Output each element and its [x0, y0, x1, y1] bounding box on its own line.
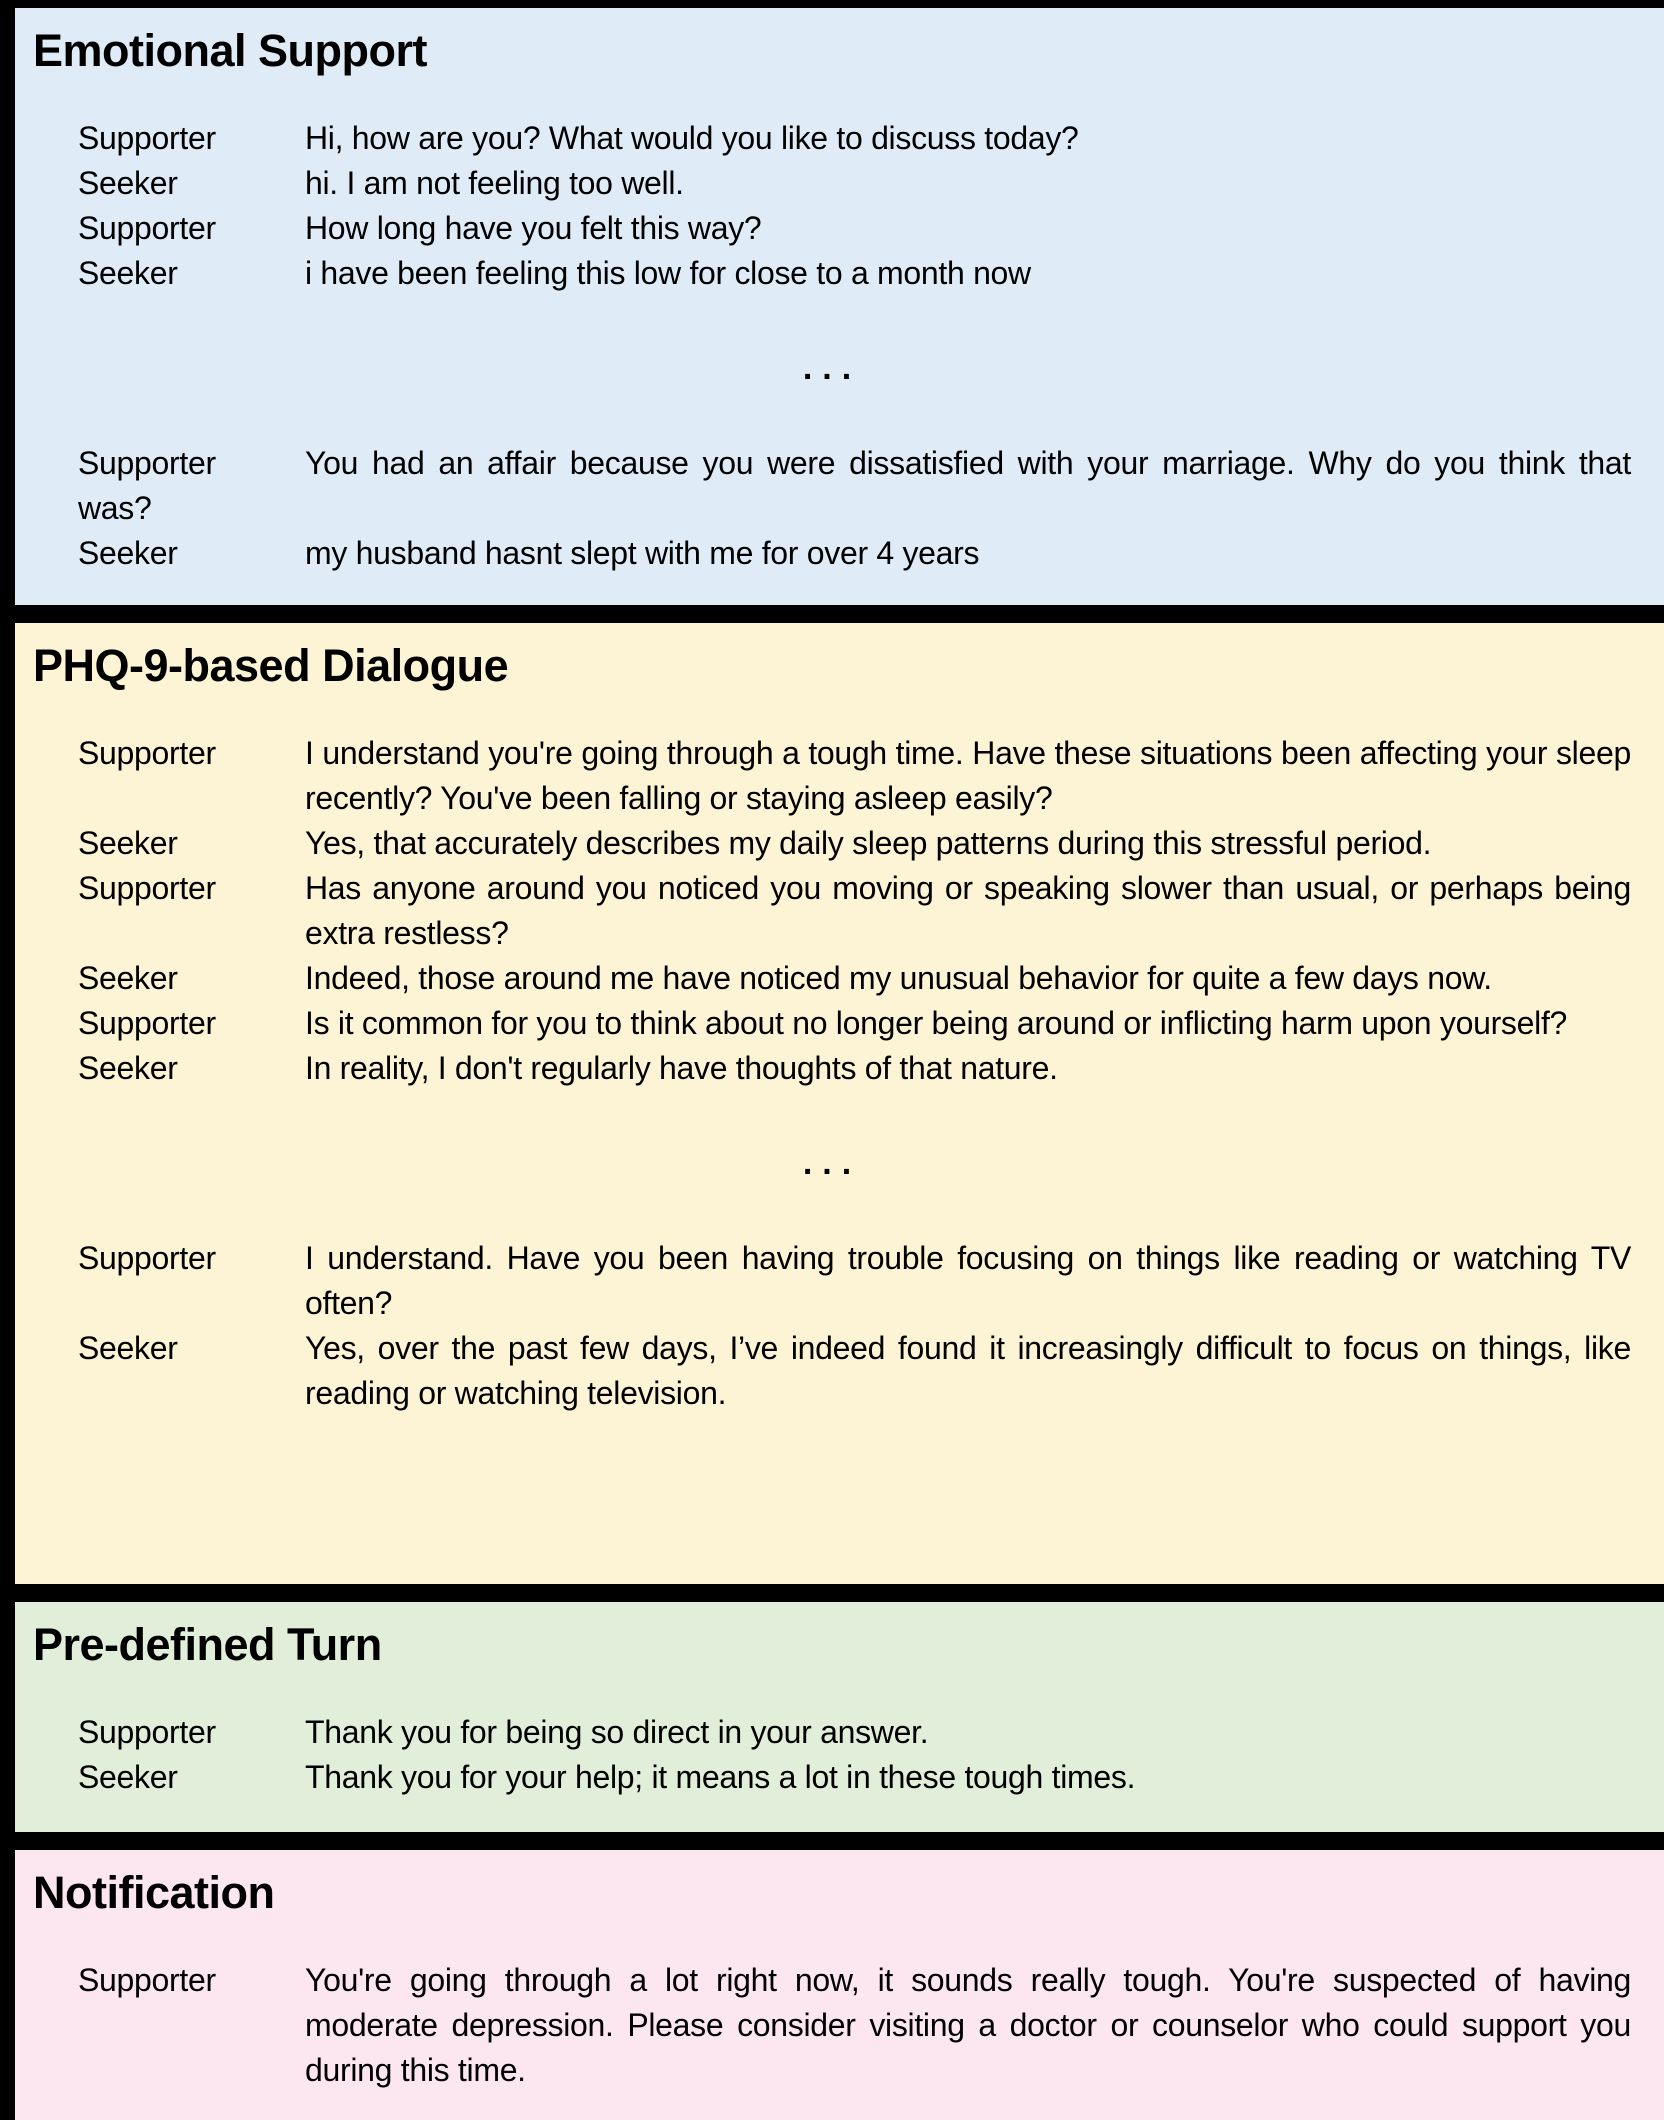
turn-message: How long have you felt this way? [305, 210, 762, 246]
turn-message: Yes, over the past few days, I’ve indeed found it increasingly difficult to focus on things, like reading or watching television. [305, 1330, 1631, 1411]
turn-message: Yes, that accurately describes my daily sleep patterns during this stressful period. [305, 825, 1432, 861]
panel-title-notification: Notification [33, 1867, 275, 1918]
speaker-label: Supporter [78, 120, 216, 156]
speaker-label: Supporter [78, 735, 216, 771]
dialogue-turn [78, 731, 1631, 821]
dialogue-turn [78, 1326, 1631, 1416]
panel-title-emotional-support: Emotional Support [33, 25, 427, 76]
panel-emotional-support [15, 8, 1664, 605]
dialogue-turn [78, 161, 1631, 206]
speaker-label: Seeker [78, 1759, 178, 1795]
dialogue-turn [78, 1755, 1631, 1800]
turn-message: Is it common for you to think about no longer being around or inflicting harm upon yourself? [305, 1005, 1568, 1041]
dialogue-turn [78, 116, 1631, 161]
dialogue-turn [78, 1236, 1631, 1326]
turn-message: You had an affair because you were dissatisfied with your marriage. Why do you think that was? [78, 445, 1631, 526]
dialogue-turn [78, 251, 1631, 296]
turn-message: In reality, I don't regularly have thoughts of that nature. [305, 1050, 1058, 1086]
speaker-label: Seeker [78, 165, 178, 201]
turn-message: Hi, how are you? What would you like to discuss today? [305, 120, 1079, 156]
dialogue-block [78, 731, 1631, 1091]
speaker-label: Seeker [78, 1050, 178, 1086]
ellipsis: ... [802, 349, 862, 387]
dialogue-block [78, 531, 1631, 576]
dialogue-turn [78, 1046, 1631, 1091]
dialogue-turn [78, 866, 1631, 956]
turn-message: Indeed, those around me have noticed my unusual behavior for quite a few days now. [305, 960, 1492, 996]
turn-message: I understand. Have you been having trouble focusing on things like reading or watching TV often? [305, 1240, 1631, 1321]
panel-title-phq9: PHQ-9-based Dialogue [33, 640, 509, 691]
turn-message: my husband hasnt slept with me for over 4 years [305, 535, 980, 571]
speaker-label: Supporter [78, 445, 216, 481]
panel-notification [15, 1850, 1664, 2120]
speaker-label: Seeker [78, 535, 178, 571]
turn-message: Thank you for your help; it means a lot in these tough times. [305, 1759, 1136, 1795]
dialogue-turn [78, 206, 1631, 251]
speaker-label: Seeker [78, 825, 178, 861]
panel-predefined-turn [15, 1602, 1664, 1832]
dialogue-turn-wide [78, 441, 1631, 531]
speaker-label: Seeker [78, 1330, 178, 1366]
dialogue-turn [78, 1001, 1631, 1046]
turn-message: You're going through a lot right now, it sounds really tough. You're suspected of having moderate depression. Please consider visiting a doctor or counselor who could support you during this time. [305, 1962, 1631, 2088]
speaker-label: Supporter [78, 210, 216, 246]
dialogue-turn [78, 821, 1631, 866]
turn-message: I understand you're going through a tough time. Have these situations been affecting your sleep recently? You've been falling or staying asleep easily? [305, 735, 1631, 816]
speaker-label: Supporter [78, 1005, 216, 1041]
speaker-label: Supporter [78, 1240, 216, 1276]
dialogue-turn [78, 531, 1631, 576]
dialogue-block [78, 1958, 1631, 2093]
speaker-label: Supporter [78, 1962, 216, 1998]
panel-title-predefined-turn: Pre-defined Turn [33, 1619, 382, 1670]
panel-phq9-dialogue [15, 623, 1664, 1584]
turn-message: Thank you for being so direct in your answer. [305, 1714, 929, 1750]
dialogue-block [78, 1236, 1631, 1416]
dialogue-turn [78, 1958, 1631, 2093]
speaker-label: Seeker [78, 255, 178, 291]
speaker-label: Supporter [78, 870, 216, 906]
dialogue-block [78, 116, 1631, 296]
dialogue-block [78, 1710, 1631, 1800]
dialogue-turn [78, 1710, 1631, 1755]
turn-message: hi. I am not feeling too well. [305, 165, 684, 201]
ellipsis: ... [802, 1144, 862, 1182]
turn-message: Has anyone around you noticed you moving or speaking slower than usual, or perhaps being extra restless? [305, 870, 1631, 951]
turn-message: i have been feeling this low for close to a month now [305, 255, 1031, 291]
dialogue-turn [78, 956, 1631, 1001]
speaker-label: Seeker [78, 960, 178, 996]
speaker-label: Supporter [78, 1714, 216, 1750]
